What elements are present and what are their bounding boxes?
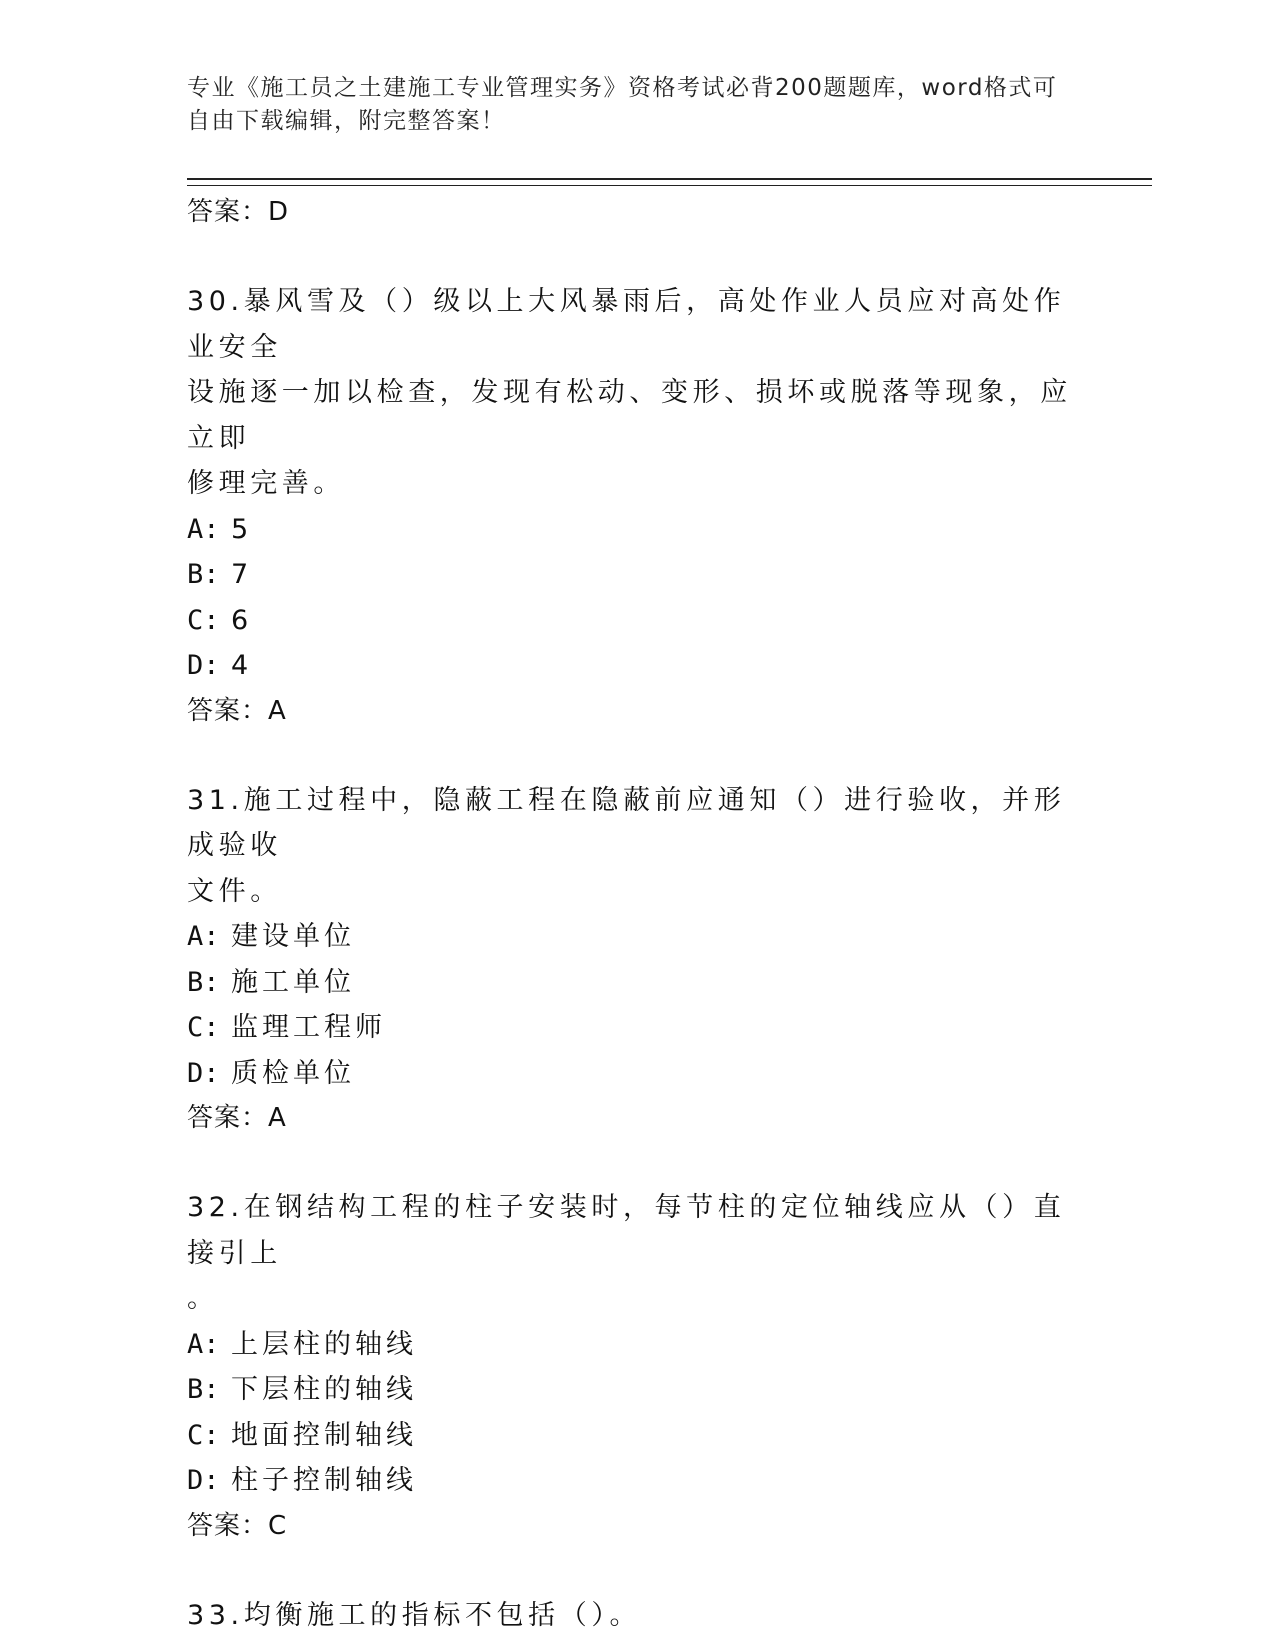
option-d bbox=[187, 1458, 1087, 1504]
header-divider bbox=[187, 178, 1152, 186]
option-key: B: bbox=[187, 1374, 220, 1405]
option-d bbox=[187, 643, 1087, 689]
option-c bbox=[187, 1413, 1087, 1459]
option-key: C: bbox=[187, 1419, 220, 1451]
question-item bbox=[187, 1593, 1087, 1639]
option-a bbox=[187, 914, 1087, 960]
option-text: 下层柱的轴线 bbox=[231, 1374, 417, 1405]
option-text: 5 bbox=[231, 513, 253, 545]
spacer bbox=[187, 1548, 1087, 1593]
option-text: 6 bbox=[231, 604, 253, 636]
option-text: 4 bbox=[231, 650, 253, 681]
option-key: B: bbox=[187, 966, 220, 998]
option-text: 7 bbox=[231, 559, 253, 590]
question-text-line: 32.在钢结构工程的柱子安装时，每节柱的定位轴线应从（）直接引上 bbox=[187, 1192, 1066, 1269]
question-list bbox=[187, 190, 1087, 1638]
option-text: 上层柱的轴线 bbox=[231, 1328, 417, 1360]
option-key: D: bbox=[187, 1465, 220, 1496]
option-c bbox=[187, 1005, 1087, 1051]
option-text: 质检单位 bbox=[231, 1057, 355, 1089]
spacer bbox=[187, 1140, 1087, 1185]
question-text-line: 30.暴风雪及（）级以上大风暴雨后，高处作业人员应对高处作业安全 bbox=[187, 286, 1066, 363]
header-title-line-1: 专业《施工员之土建施工专业管理实务》资格考试必背200题题库，word格式可 bbox=[187, 75, 1058, 101]
option-b bbox=[187, 960, 1087, 1006]
option-key: A: bbox=[187, 513, 220, 545]
answer: 答案：A bbox=[187, 695, 287, 726]
option-text: 施工单位 bbox=[231, 966, 355, 998]
question-text-line: 修理完善。 bbox=[187, 468, 345, 499]
header-title-line-2: 自由下载编辑，附完整答案！ bbox=[187, 108, 506, 134]
option-key: C: bbox=[187, 1012, 220, 1043]
question-item bbox=[187, 778, 1087, 1141]
option-key: D: bbox=[187, 1057, 220, 1089]
previous-answer: 答案：D bbox=[187, 197, 290, 227]
question-text-line: 33.均衡施工的指标不包括（）。 bbox=[187, 1599, 642, 1631]
question-text-line: 设施逐一加以检查，发现有松动、变形、损坏或脱落等现象，应立即 bbox=[187, 377, 1072, 454]
option-text: 柱子控制轴线 bbox=[231, 1465, 417, 1496]
option-d bbox=[187, 1051, 1087, 1097]
option-b bbox=[187, 1367, 1087, 1413]
option-text: 建设单位 bbox=[231, 921, 355, 952]
answer: 答案：C bbox=[187, 1510, 288, 1541]
question-text-line: 31.施工过程中，隐蔽工程在隐蔽前应通知（）进行验收，并形成验收 bbox=[187, 784, 1066, 861]
question-item bbox=[187, 1185, 1087, 1548]
answer: 答案：A bbox=[187, 1103, 287, 1133]
option-key: D: bbox=[187, 650, 220, 681]
option-key: C: bbox=[187, 604, 220, 636]
spacer bbox=[187, 234, 1087, 279]
spacer bbox=[187, 733, 1087, 778]
option-b bbox=[187, 552, 1087, 598]
option-text: 监理工程师 bbox=[231, 1012, 386, 1043]
question-item bbox=[187, 279, 1087, 733]
question-text-line: 文件。 bbox=[187, 875, 282, 907]
option-a bbox=[187, 507, 1087, 553]
page-header bbox=[187, 72, 1067, 138]
option-key: A: bbox=[187, 921, 220, 952]
question-text-line: 。 bbox=[187, 1283, 219, 1314]
option-text: 地面控制轴线 bbox=[231, 1419, 417, 1451]
option-key: B: bbox=[187, 559, 220, 590]
option-a bbox=[187, 1322, 1087, 1368]
option-c bbox=[187, 598, 1087, 644]
option-key: A: bbox=[187, 1328, 220, 1360]
